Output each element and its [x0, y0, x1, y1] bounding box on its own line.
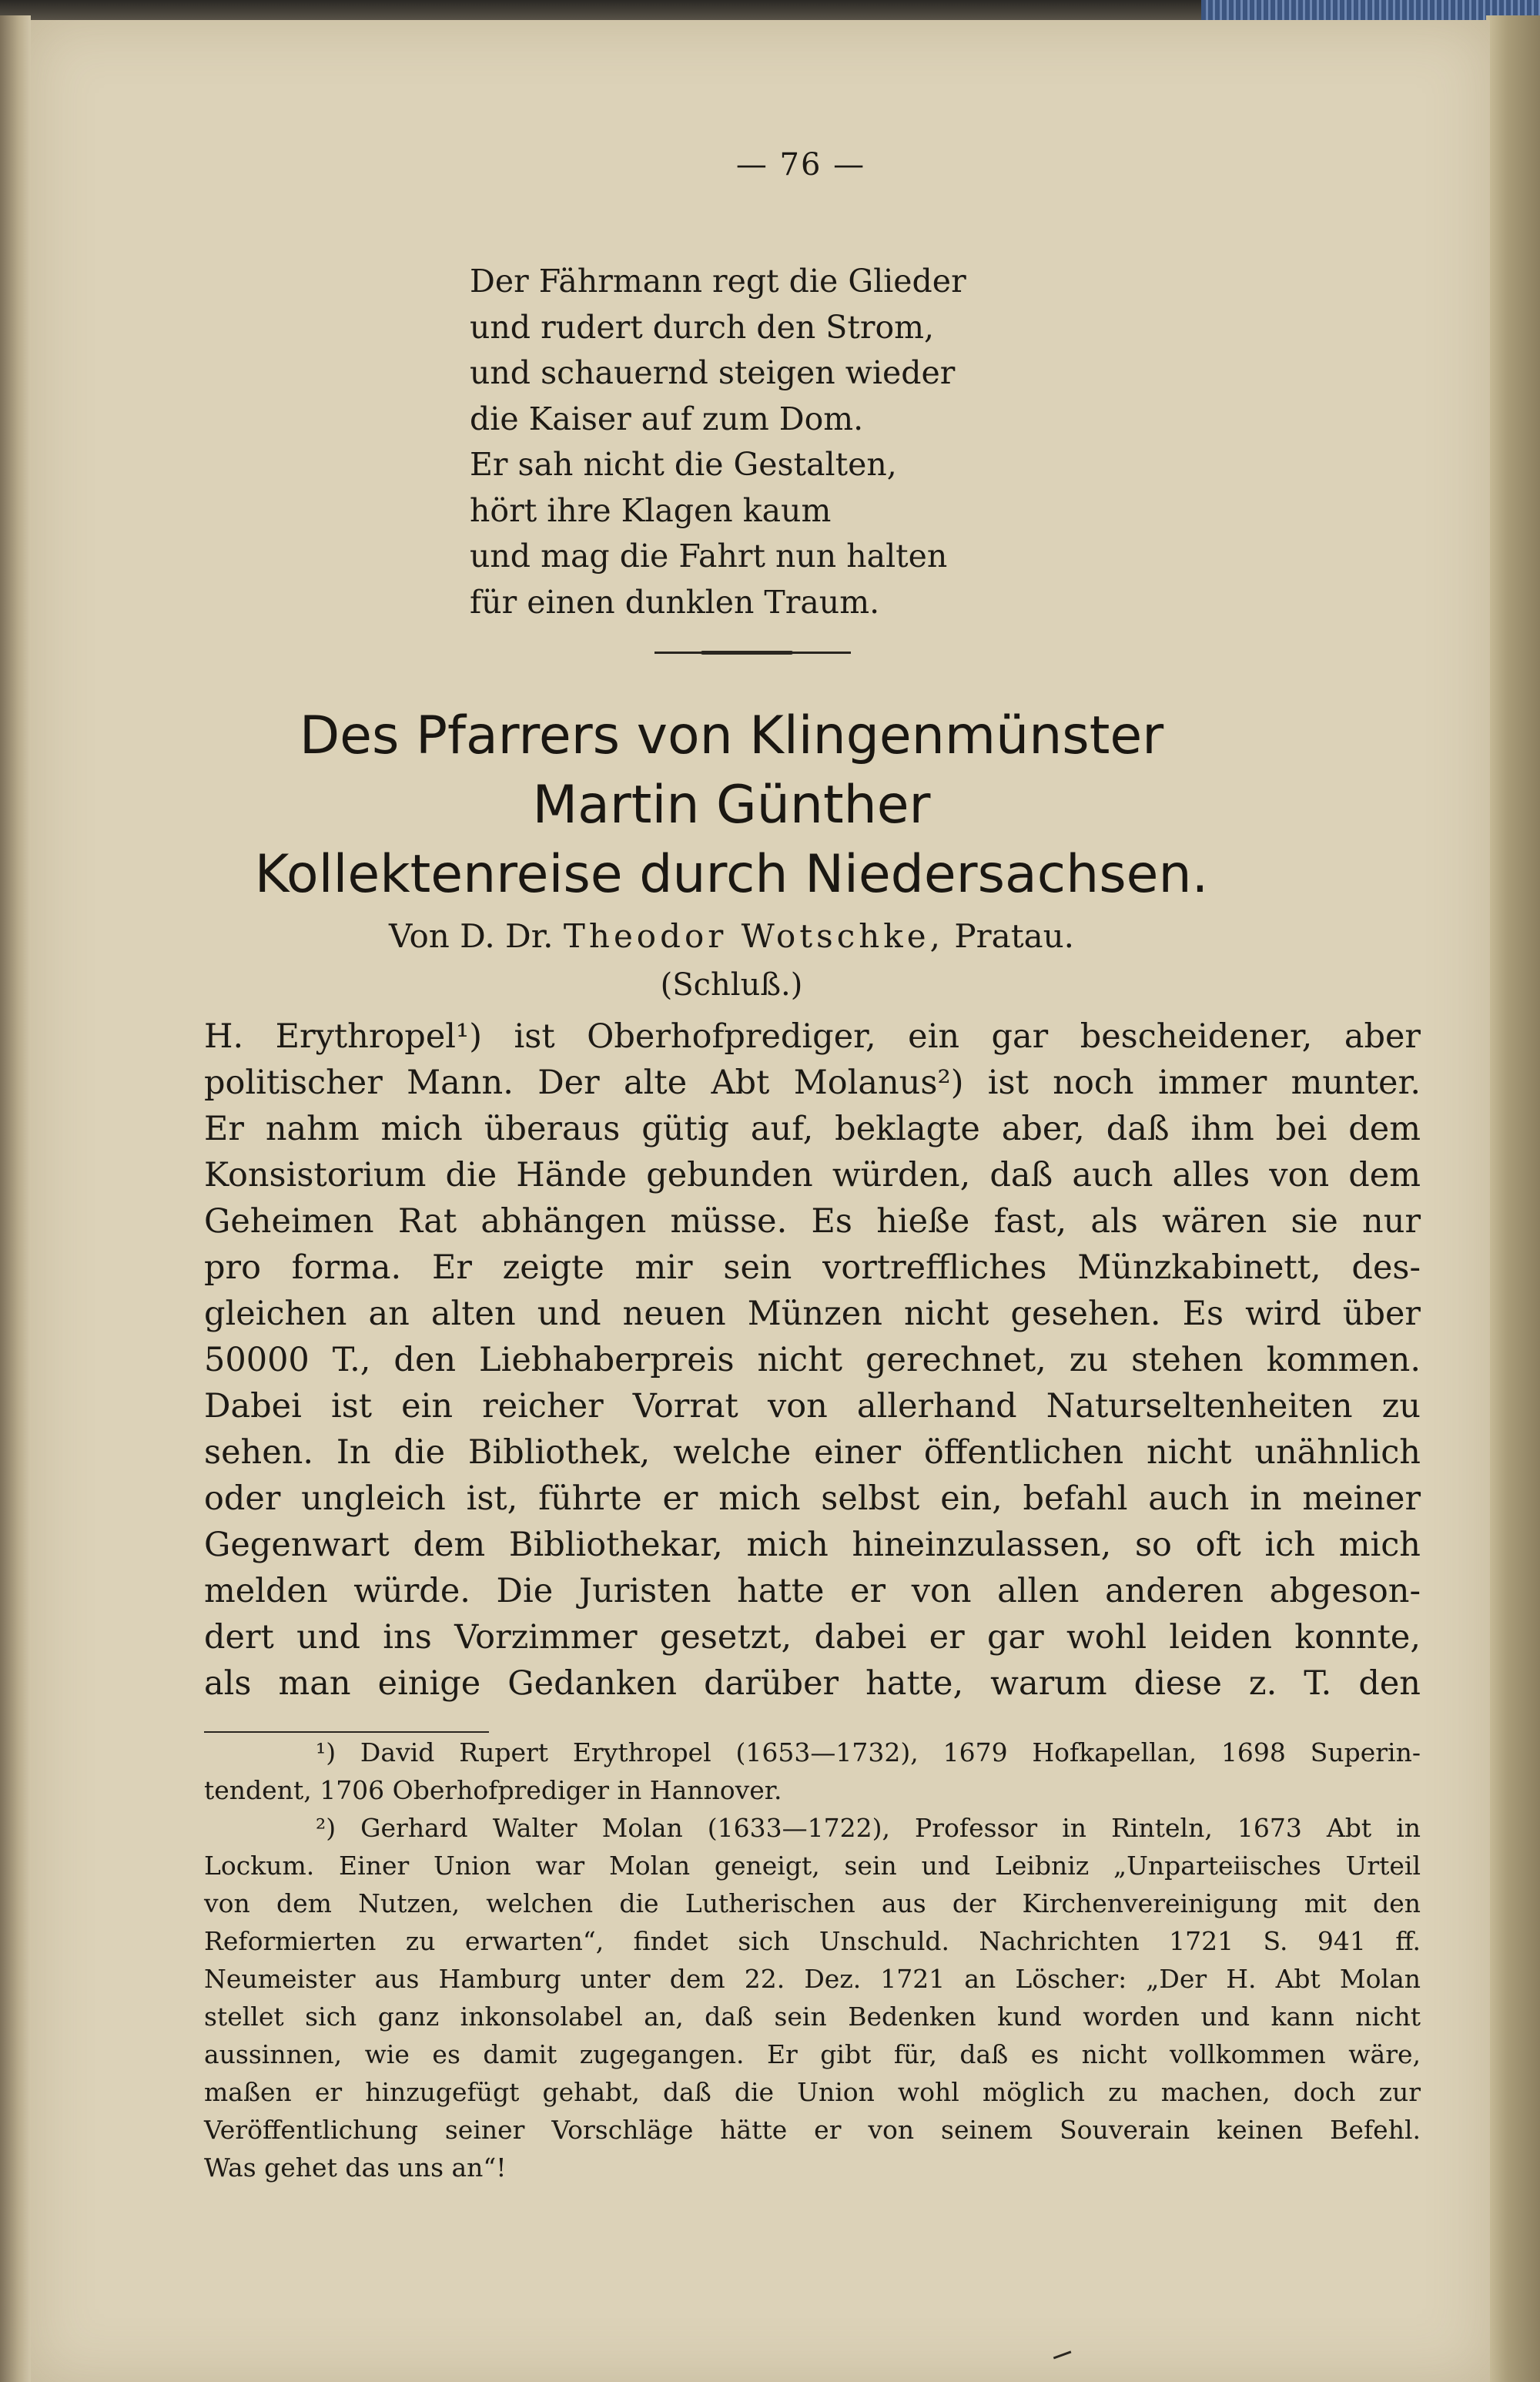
- poem-line: Der Fährmann regt die Glieder: [470, 263, 966, 300]
- body-line: Geheimen Rat abhängen müsse. Es hieße fast, als wären sie nur: [204, 1202, 1421, 1241]
- footnote-line: Reformierten zu erwarten“, findet sich Unschuld. Nachrichten 1721 S. 941 ff.: [204, 1926, 1421, 1956]
- footnote-line: maßen er hinzugefügt gehabt, daß die Union wohl möglich zu machen, doch zur: [204, 2077, 1421, 2107]
- poem-line: hört ihre Klagen kaum: [470, 491, 832, 529]
- continuation-note: (Schluß.): [660, 967, 803, 1003]
- page-number: — 76 —: [735, 147, 866, 183]
- footnote-line: Veröffentlichung seiner Vorschläge hätte er von seinem Souverain keinen Befehl.: [204, 2115, 1421, 2145]
- body-line: oder ungleich ist, führte er mich selbst ein, befahl auch in meiner: [204, 1479, 1421, 1518]
- article-byline: [154, 917, 1309, 955]
- body-line: dert und ins Vorzimmer gesetzt, dabei er gar wohl leiden konnte,: [204, 1618, 1421, 1657]
- body-line: sehen. In die Bibliothek, welche einer öffentlichen nicht unähnlich: [204, 1433, 1421, 1472]
- article-title: [154, 702, 1309, 910]
- page-sheet: [31, 20, 1490, 2382]
- section-divider: [654, 652, 851, 654]
- body-line: politischer Mann. Der alte Abt Molanus²) ist noch immer munter.: [204, 1064, 1421, 1102]
- book-top-edge: [0, 0, 1540, 22]
- poem-line: und rudert durch den Strom,: [470, 308, 935, 346]
- poem-line: für einen dunklen Traum.: [470, 583, 880, 621]
- byline-prefix: Von D. Dr.: [388, 917, 554, 955]
- title-line: Kollektenreise durch Niedersachsen.: [254, 844, 1209, 905]
- poem-line: die Kaiser auf zum Dom.: [470, 400, 864, 437]
- byline-author-name: Theodor Wotschke,: [563, 917, 944, 955]
- footnotes: [204, 1734, 1421, 2186]
- article-body: [204, 1013, 1421, 1707]
- poem-line: und schauernd steigen wieder: [470, 354, 956, 391]
- footnote-line: tendent, 1706 Oberhofprediger in Hannover.: [204, 1775, 782, 1805]
- byline-place: Pratau.: [954, 917, 1075, 955]
- page-content: [31, 20, 1490, 2382]
- body-line: 50000 T., den Liebhaberpreis nicht gerechnet, zu stehen kommen.: [204, 1341, 1421, 1379]
- body-line: als man einige Gedanken darüber hatte, warum diese z. T. den: [204, 1664, 1421, 1703]
- body-line: Gegenwart dem Bibliothekar, mich hineinzulassen, so oft ich mich: [204, 1526, 1421, 1564]
- poem-line: Er sah nicht die Gestalten,: [470, 446, 897, 483]
- body-line: melden würde. Die Juristen hatte er von allen anderen abgeson-: [204, 1572, 1421, 1610]
- footnote-line: ¹) David Rupert Erythropel (1653—1732), 1679 Hofkapellan, 1698 Superin-: [316, 1737, 1421, 1767]
- body-line: Er nahm mich überaus gütig auf, beklagte aber, daß ihm bei dem: [204, 1110, 1421, 1148]
- page-edge-stack: [1486, 15, 1540, 2382]
- footnote-line: von dem Nutzen, welchen die Lutherischen aus der Kirchenvereinigung mit den: [204, 1888, 1421, 1918]
- body-line: gleichen an alten und neuen Münzen nicht gesehen. Es wird über: [204, 1295, 1421, 1333]
- book-gutter: [0, 15, 31, 2382]
- body-line: Dabei ist ein reicher Vorrat von allerhand Naturseltenheiten zu: [204, 1387, 1421, 1426]
- footnote-line: stellet sich ganz inkonsolabel an, daß sein Bedenken kund worden und kann nicht: [204, 2002, 1421, 2032]
- title-line: Des Pfarrers von Klingenmünster: [299, 705, 1164, 766]
- body-line: Konsistorium die Hände gebunden würden, daß auch alles von dem: [204, 1156, 1421, 1194]
- title-line: Martin Günther: [532, 775, 931, 836]
- footnote-line: Neumeister aus Hamburg unter dem 22. Dez. 1721 an Löscher: „Der H. Abt Molan: [204, 1964, 1421, 1994]
- footnote-line: Was gehet das uns an“!: [204, 2153, 507, 2183]
- footnote-line: ²) Gerhard Walter Molan (1633—1722), Professor in Rinteln, 1673 Abt in: [316, 1813, 1421, 1843]
- footnote-line: Lockum. Einer Union war Molan geneigt, sein und Leibniz „Unparteiisches Urteil: [204, 1851, 1421, 1881]
- footnote-line: aussinnen, wie es damit zugegangen. Er gibt für, daß es nicht vollkommen wäre,: [204, 2039, 1421, 2069]
- body-line: pro forma. Er zeigte mir sein vortreffliches Münzkabinett, des-: [204, 1248, 1421, 1287]
- footnote-rule: [204, 1731, 489, 1733]
- stray-ink-mark: [1053, 2350, 1075, 2369]
- poem-stanza: [470, 259, 1163, 625]
- poem-line: und mag die Fahrt nun halten: [470, 538, 948, 575]
- body-line: H. Erythropel¹) ist Oberhofprediger, ein gar bescheidener, aber: [204, 1017, 1421, 1056]
